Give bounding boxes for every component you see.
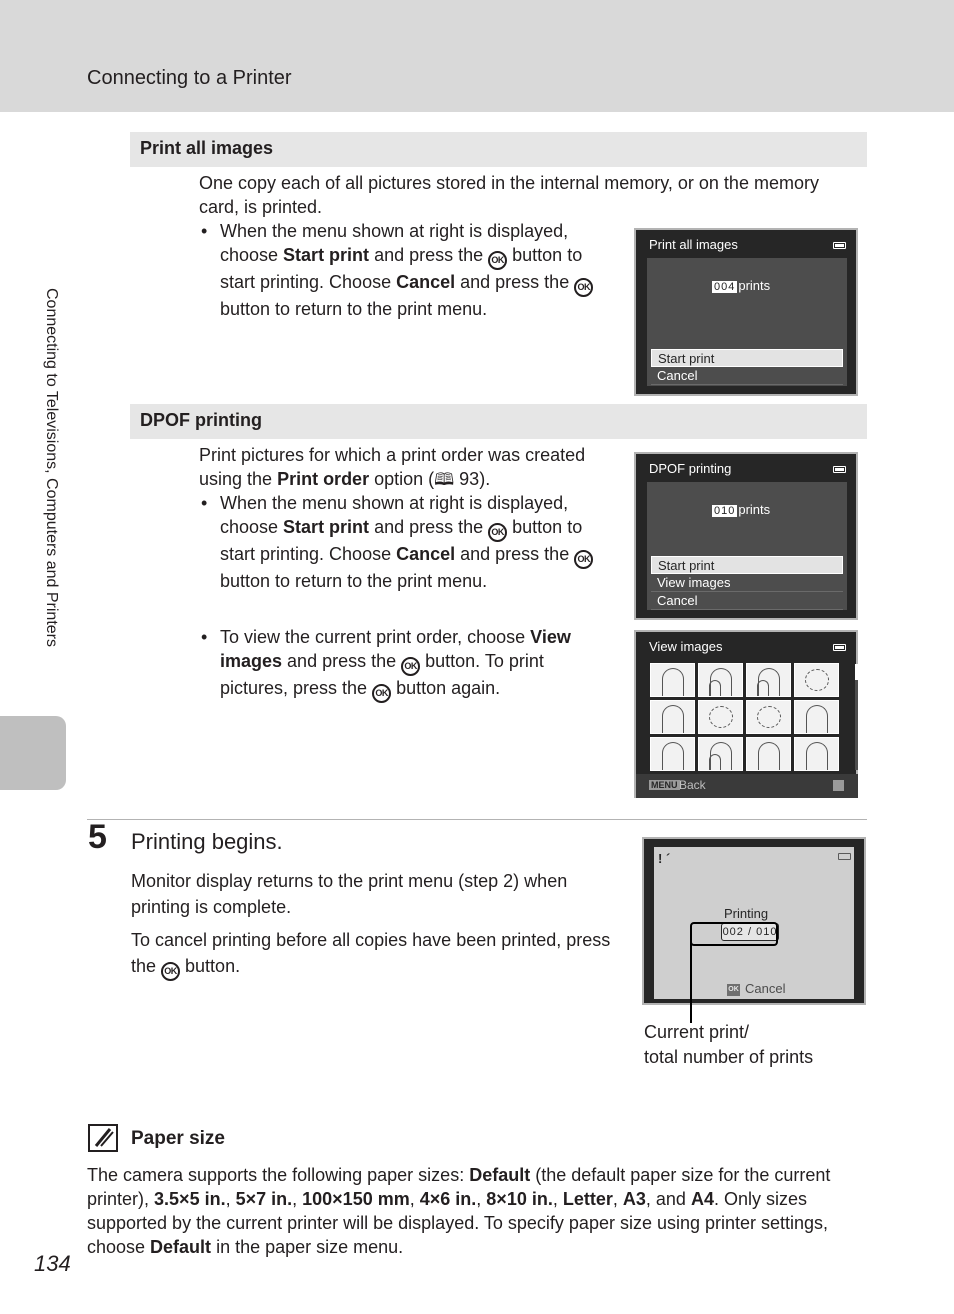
flower-glyph [757, 706, 781, 728]
ok-button-icon: OK [401, 657, 420, 676]
header-band [0, 0, 954, 112]
person-glyph [806, 705, 828, 733]
screen-menu-panel [647, 258, 847, 386]
print-all-bullet: • When the menu shown at right is displayed, choose Start print and press the OK button to start printing. Choose Cancel and press the OK button to return to the print menu. [199, 219, 599, 321]
thumbnail-person[interactable] [650, 663, 695, 697]
thumbnail-people[interactable] [746, 663, 791, 697]
ok-button-icon: OK [161, 962, 180, 981]
menu-item-view-images[interactable]: View images [651, 574, 843, 592]
back-label[interactable]: Back [679, 778, 706, 792]
person-glyph [662, 742, 684, 770]
screen-title: View images [649, 639, 723, 654]
scrollbar[interactable] [855, 664, 858, 770]
printing-screen [642, 837, 866, 1005]
thumbnail-people[interactable] [698, 663, 743, 697]
thumbnail-person[interactable] [794, 700, 839, 734]
note-title: Paper size [131, 1128, 225, 1149]
print-count: 010 prints [714, 502, 771, 517]
step5-paragraph-2: To cancel printing before all copies have been printed, press the OK button. [131, 927, 611, 981]
flower-glyph [805, 669, 829, 691]
child-glyph [757, 680, 769, 696]
person-glyph [806, 742, 828, 770]
menu-item-cancel[interactable]: Cancel [651, 592, 843, 610]
side-tab-text: Connecting to Televisions, Computers and Printers [43, 288, 60, 647]
page-number: 134 [34, 1251, 71, 1276]
step5-paragraph-1: Monitor display returns to the print menu (step 2) when printing is complete. [131, 871, 568, 917]
note-body: The camera supports the following paper sizes: Default (the default paper size for the current printer), 3.5×5 in., 5×7 in., 100×150 mm, 4×6 in., 8×10 in., Letter, A3, and A4. Only sizes supported by the current printer will be displayed. To specify paper size using printer settings, choose Default in the paper size menu. [87, 1165, 831, 1257]
thumbnail-people[interactable] [698, 737, 743, 771]
section-heading-label: Print all images [140, 138, 274, 158]
status-icons: ! ´ [658, 851, 671, 866]
step-number: 5 [88, 818, 107, 856]
thumbnail-flowers[interactable] [698, 700, 743, 734]
chapter-title: Connecting to a Printer [87, 67, 292, 89]
battery-icon [833, 644, 846, 651]
step-title: Printing begins. [131, 829, 283, 854]
ok-button-icon: OK [574, 550, 593, 569]
dpof-screen [634, 452, 858, 620]
person-glyph [758, 742, 780, 770]
callout-label: Current print/ total number of prints [644, 1022, 814, 1067]
thumbnail-person[interactable] [650, 700, 695, 734]
battery-icon [833, 242, 846, 249]
thumbnail-person[interactable] [650, 737, 695, 771]
ok-button-icon: OK [372, 684, 391, 703]
cancel-label[interactable]: Cancel [745, 981, 786, 996]
print-all-screen [634, 228, 858, 396]
section-heading-label: DPOF printing [140, 410, 262, 430]
callout-line [690, 933, 692, 1023]
ok-button-icon: OK [574, 278, 593, 297]
screen-title: DPOF printing [649, 461, 732, 476]
battery-icon [833, 466, 846, 473]
menu-item-cancel[interactable]: Cancel [651, 367, 843, 385]
ok-button-icon: OK [488, 523, 507, 542]
thumbnail-grid [650, 663, 844, 771]
thumbnail-person[interactable] [794, 737, 839, 771]
step-divider [87, 819, 867, 820]
screen-title: Print all images [649, 237, 738, 252]
child-glyph [709, 680, 721, 696]
printing-label: Printing [724, 906, 769, 921]
dpof-intro: Print pictures for which a print order was created using the Print order option (🕮 93). [199, 445, 586, 490]
print-all-intro: One copy each of all pictures stored in the internal memory, or on the memory card, is printed. [199, 173, 819, 217]
book-icon: 🕮 [434, 470, 455, 490]
person-glyph [662, 705, 684, 733]
section-heading-dpof [130, 404, 867, 439]
menu-item-start-print[interactable]: Start print [651, 349, 843, 367]
view-images-screen [634, 630, 858, 798]
menu-button-icon: MENU [651, 780, 678, 790]
screen-menu-panel [647, 482, 847, 610]
person-glyph [662, 668, 684, 696]
dpof-bullet-2: • To view the current print order, choose View images and press the OK button. To print pictures, press the OK button again. [199, 625, 609, 703]
battery-icon [838, 853, 851, 860]
screen-footer [636, 774, 858, 798]
note-pencil-icon [88, 1124, 118, 1152]
callout-frame [690, 922, 778, 946]
thumbnail-flowers[interactable] [794, 663, 839, 697]
flower-glyph [709, 706, 733, 728]
ok-button-icon: OK [727, 984, 740, 996]
child-glyph [709, 754, 721, 770]
print-count: 004 prints [714, 278, 771, 293]
thumbnail-person[interactable] [746, 737, 791, 771]
side-tab-marker [0, 716, 66, 790]
section-heading-print-all [130, 132, 867, 167]
menu-item-start-print[interactable]: Start print [651, 556, 843, 574]
print-counter: 002 / 010 [721, 923, 779, 941]
thumbnail-flowers[interactable] [746, 700, 791, 734]
dpof-bullet-1: • When the menu shown at right is displayed, choose Start print and press the OK button to start printing. Choose Cancel and press the OK button to return to the print menu. [199, 491, 599, 593]
ok-button-icon: OK [488, 251, 507, 270]
zoom-icon [833, 780, 844, 791]
